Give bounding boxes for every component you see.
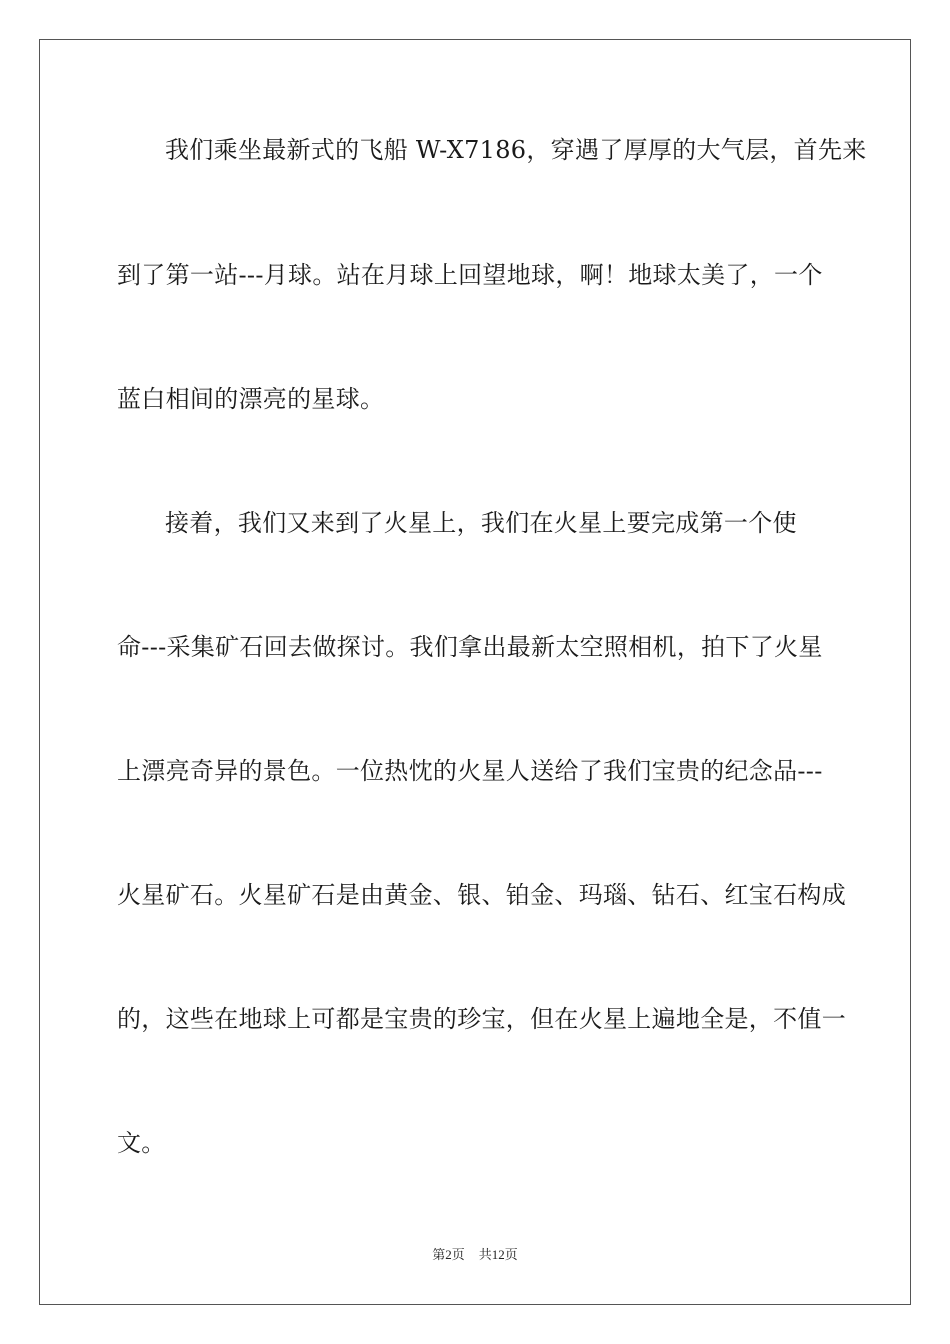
text-line: 到了第一站---月球。站在月球上回望地球，啊！地球太美了，一个 xyxy=(117,261,823,289)
page-frame xyxy=(39,39,911,1305)
page-footer xyxy=(0,1246,950,1264)
text-line: 蓝白相间的漂亮的星球。 xyxy=(117,385,385,413)
text-line: 命---采集矿石回去做探讨。我们拿出最新太空照相机，拍下了火星 xyxy=(117,633,823,661)
text-line: 的，这些在地球上可都是宝贵的珍宝，但在火星上遍地全是，不值一 xyxy=(117,1005,846,1033)
text-line: 接着，我们又来到了火星上，我们在火星上要完成第一个使 xyxy=(165,509,797,537)
text-line: 火星矿石。火星矿石是由黄金、银、铂金、玛瑙、钻石、红宝石构成 xyxy=(117,881,846,909)
page-total: 共12页 xyxy=(478,1247,518,1262)
text-line: 我们乘坐最新式的飞船 W-X7186，穿遇了厚厚的大气层，首先来 xyxy=(165,136,867,164)
text-line: 文。 xyxy=(117,1129,166,1157)
page-number: 第2页 xyxy=(432,1247,465,1262)
text-line: 上漂亮奇异的景色。一位热忱的火星人送给了我们宝贵的纪念品--- xyxy=(117,757,823,785)
